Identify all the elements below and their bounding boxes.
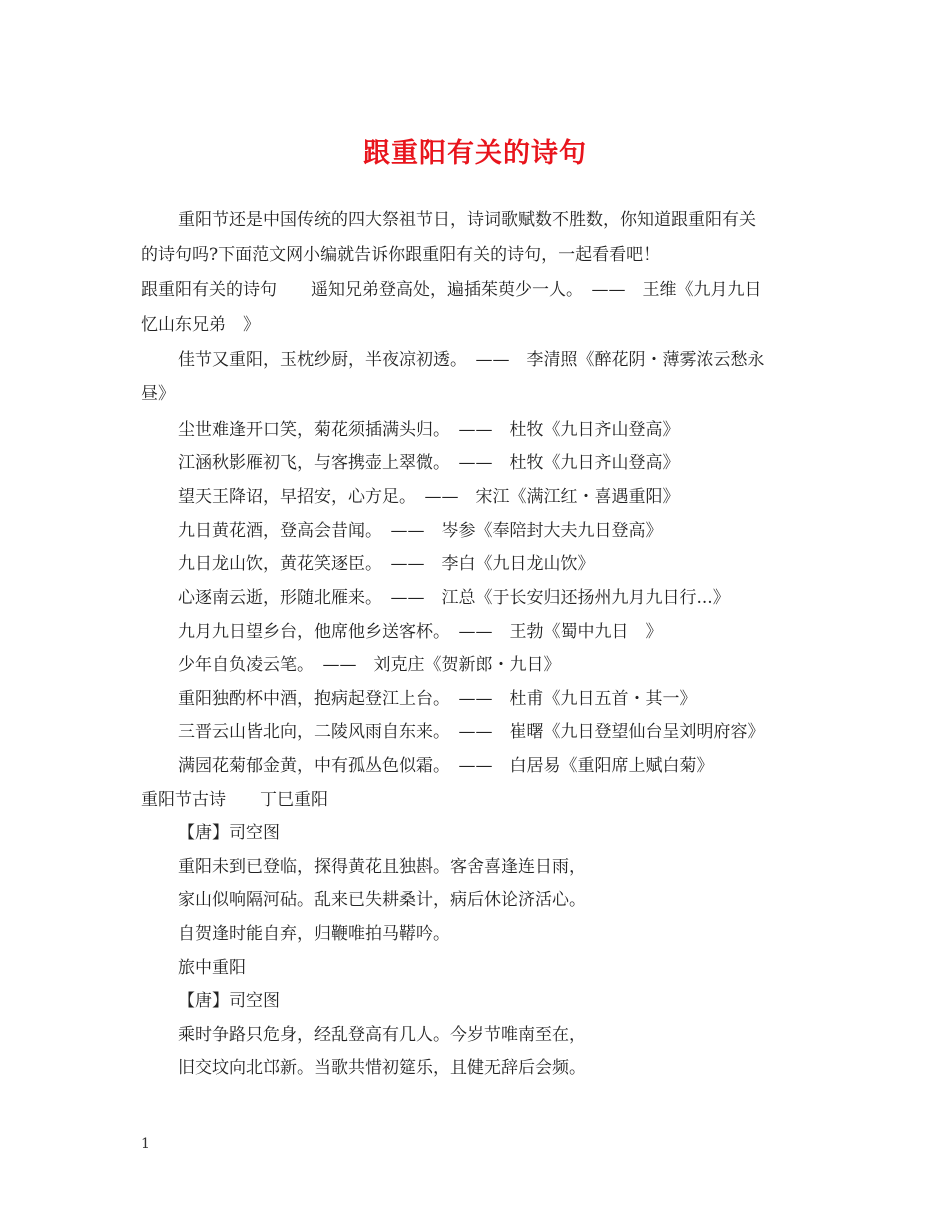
quote-line: 少年自负凌云笔。 —— 刘克庄《贺新郎・九日》: [178, 655, 561, 675]
quote-line: 九日龙山饮，黄花笑逐臣。 —— 李白《九日龙山饮》: [178, 554, 595, 574]
poem2-line: 旧交坟向北邙新。当歌共惜初筵乐，且健无辞后会频。: [178, 1058, 586, 1078]
section2-heading: 重阳节古诗 丁巳重阳: [141, 790, 328, 810]
quote-line: 满园花菊郁金黄，中有孤丛色似霜。 —— 白居易《重阳席上赋白菊》: [178, 756, 714, 776]
poem2-line: 乘时争路只危身，经乱登高有几人。今岁节唯南至在，: [178, 1025, 586, 1045]
page-title: 跟重阳有关的诗句: [363, 138, 587, 169]
page-number: 1: [141, 1136, 150, 1152]
poem1-author: 【唐】司空图: [178, 823, 280, 843]
quote-line: 九日黄花酒，登高会昔闻。 —— 岑参《奉陪封大夫九日登高》: [178, 521, 663, 541]
intro-line-1: 重阳节还是中国传统的四大祭祖节日，诗词歌赋数不胜数，你知道跟重阳有关: [178, 210, 756, 230]
poem1-line: 自贺逢时能自弃，归鞭唯拍马鞯吟。: [178, 924, 450, 944]
poem1-line: 重阳未到已登临，探得黄花且独斟。客舍喜逢连日雨，: [178, 857, 586, 877]
quote-line: 三晋云山皆北向，二陵风雨自东来。 —— 崔曙《九日登望仙台呈刘明府容》: [178, 722, 765, 742]
quote-liqingzhao-line-2: 昼》: [141, 384, 175, 404]
quote-line: 心逐南云逝，形随北雁来。 —— 江总《于长安归还扬州九月九日行...》: [178, 588, 730, 608]
poem2-author: 【唐】司空图: [178, 991, 280, 1011]
quote-line: 重阳独酌杯中酒，抱病起登江上台。 —— 杜甫《九日五首・其一》: [178, 689, 697, 709]
intro-line-2: 的诗句吗?下面范文网小编就告诉你跟重阳有关的诗句，一起看看吧！: [141, 245, 661, 265]
section1-line-2: 忆山东兄弟 》: [141, 315, 260, 335]
quote-line: 望天王降诏，早招安，心方足。 —— 宋江《满江红・喜遇重阳》: [178, 487, 680, 507]
quote-line: 江涵秋影雁初飞，与客携壶上翠微。 —— 杜牧《九日齐山登高》: [178, 453, 680, 473]
quote-line: 九月九日望乡台，他席他乡送客杯。 —— 王勃《蜀中九日 》: [178, 622, 663, 642]
section1-line-1: 跟重阳有关的诗句 遥知兄弟登高处，遍插茱萸少一人。 —— 王维《九月九日: [141, 280, 762, 300]
poem1-line: 家山似响隔河砧。乱来已失耕桑计，病后休论济活心。: [178, 890, 586, 910]
quote-line: 尘世难逢开口笑，菊花须插满头归。 —— 杜牧《九日齐山登高》: [178, 420, 680, 440]
poem2-title: 旅中重阳: [178, 958, 246, 978]
quote-liqingzhao-line-1: 佳节又重阳，玉枕纱厨，半夜凉初透。 —— 李清照《醉花阴・薄雾浓云愁永: [178, 350, 765, 370]
